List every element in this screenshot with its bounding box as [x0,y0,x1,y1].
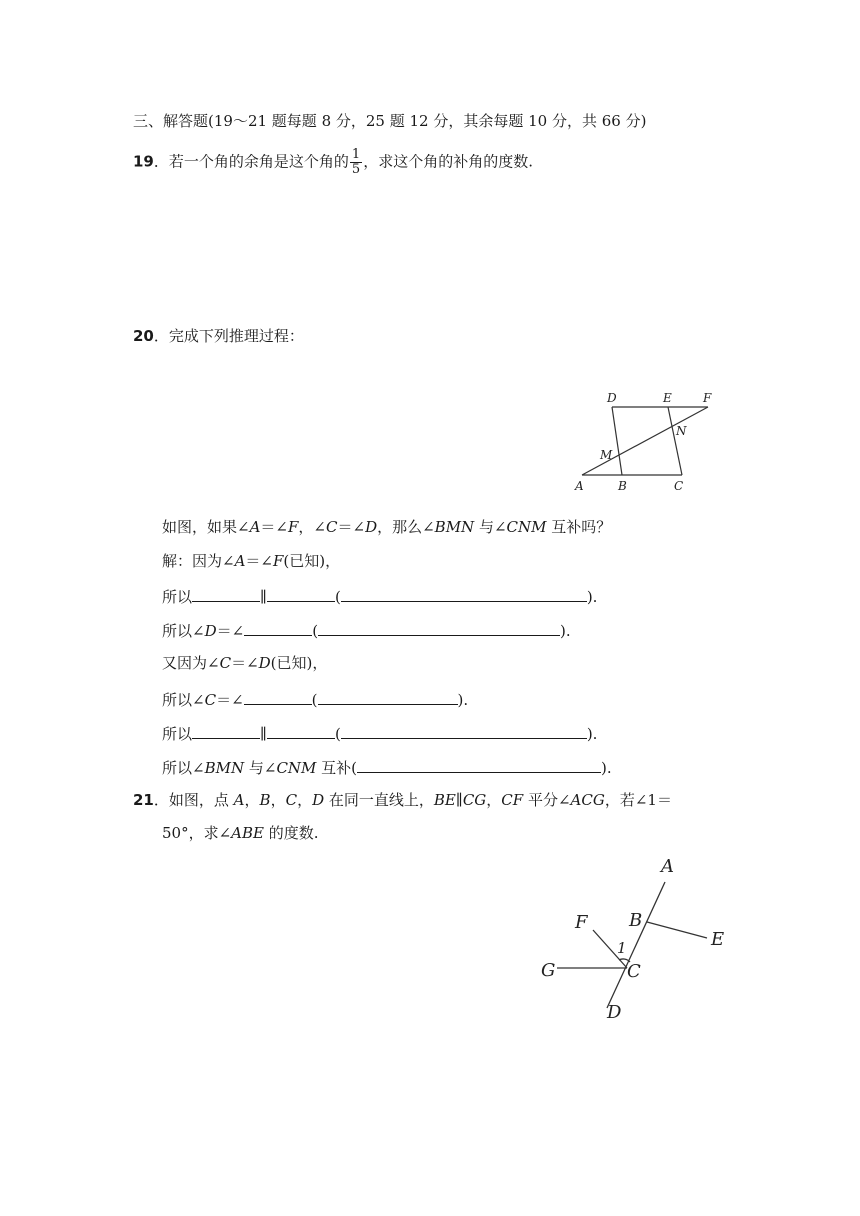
question-19: 19．若一个角的余角是这个角的 $\frac{1}{5}$ ，求这个角的补角的度数. [133,147,533,177]
label-angle-1: 1 [617,939,627,957]
blank[interactable] [318,688,458,705]
label-E: E [663,391,672,405]
q21-figure [535,850,740,1025]
question-21-cont: 50°，求∠ABE 的度数. [162,824,319,842]
blank[interactable] [244,688,312,705]
label-M: M [600,448,613,462]
blank[interactable] [357,756,601,773]
question-text-after: ，求这个角的补角的度数. [363,152,533,171]
question-text: 完成下列推理过程： [168,327,304,345]
q20-line-2: 所以 ∥ ( ). [162,585,597,607]
blank[interactable] [267,585,335,602]
question-20-title: 20．完成下列推理过程： [133,327,304,345]
q20-line-1: 解：因为∠A＝∠F(已知)， [162,552,341,570]
blank[interactable] [267,722,335,739]
q20-line-6: 所以 ∥ ( ). [162,722,597,744]
label-E: E [711,929,725,950]
q20-line-7: 所以∠BMN 与∠CNM 互补( ). [162,756,612,778]
blank[interactable] [192,585,260,602]
fraction: $\frac{1}{5}$ [351,147,361,177]
q20-line-4: 又因为∠C＝∠D(已知)， [162,654,328,672]
label-F: F [575,912,588,933]
section-header: 三、解答题(19～21 题每题 8 分，25 题 12 分，其余每题 10 分，共 66 分) [133,112,647,130]
blank[interactable] [192,722,260,739]
label-G: G [541,960,556,981]
label-N: N [676,424,687,438]
q20-line-5: 所以∠C＝∠ ( ). [162,688,468,710]
label-F: F [703,391,712,405]
blank[interactable] [341,722,587,739]
label-A: A [575,479,584,493]
blank[interactable] [244,619,312,636]
blank[interactable] [341,585,587,602]
question-text: 若一个角的余角是这个角的 [168,152,349,171]
question-number: 19 [133,152,154,171]
question-number: 20 [133,327,154,345]
question-number: 21 [133,791,154,809]
q20-figure [570,385,730,495]
q20-question: 如图，如果∠A＝∠F，∠C＝∠D，那么∠BMN 与∠CNM 互补吗？ [162,518,612,536]
label-D: D [607,1002,622,1023]
blank[interactable] [318,619,560,636]
label-C: C [674,479,684,493]
q20-line-3: 所以∠D＝∠ ( ). [162,619,571,641]
question-21: 21．如图，点 A，B，C，D 在同一直线上，BE∥CG，CF 平分∠ACG，若∠1＝ [133,791,672,809]
label-C: C [627,961,641,982]
label-B: B [618,479,627,493]
label-B: B [629,910,643,931]
label-D: D [607,391,617,405]
label-A: A [661,856,674,877]
